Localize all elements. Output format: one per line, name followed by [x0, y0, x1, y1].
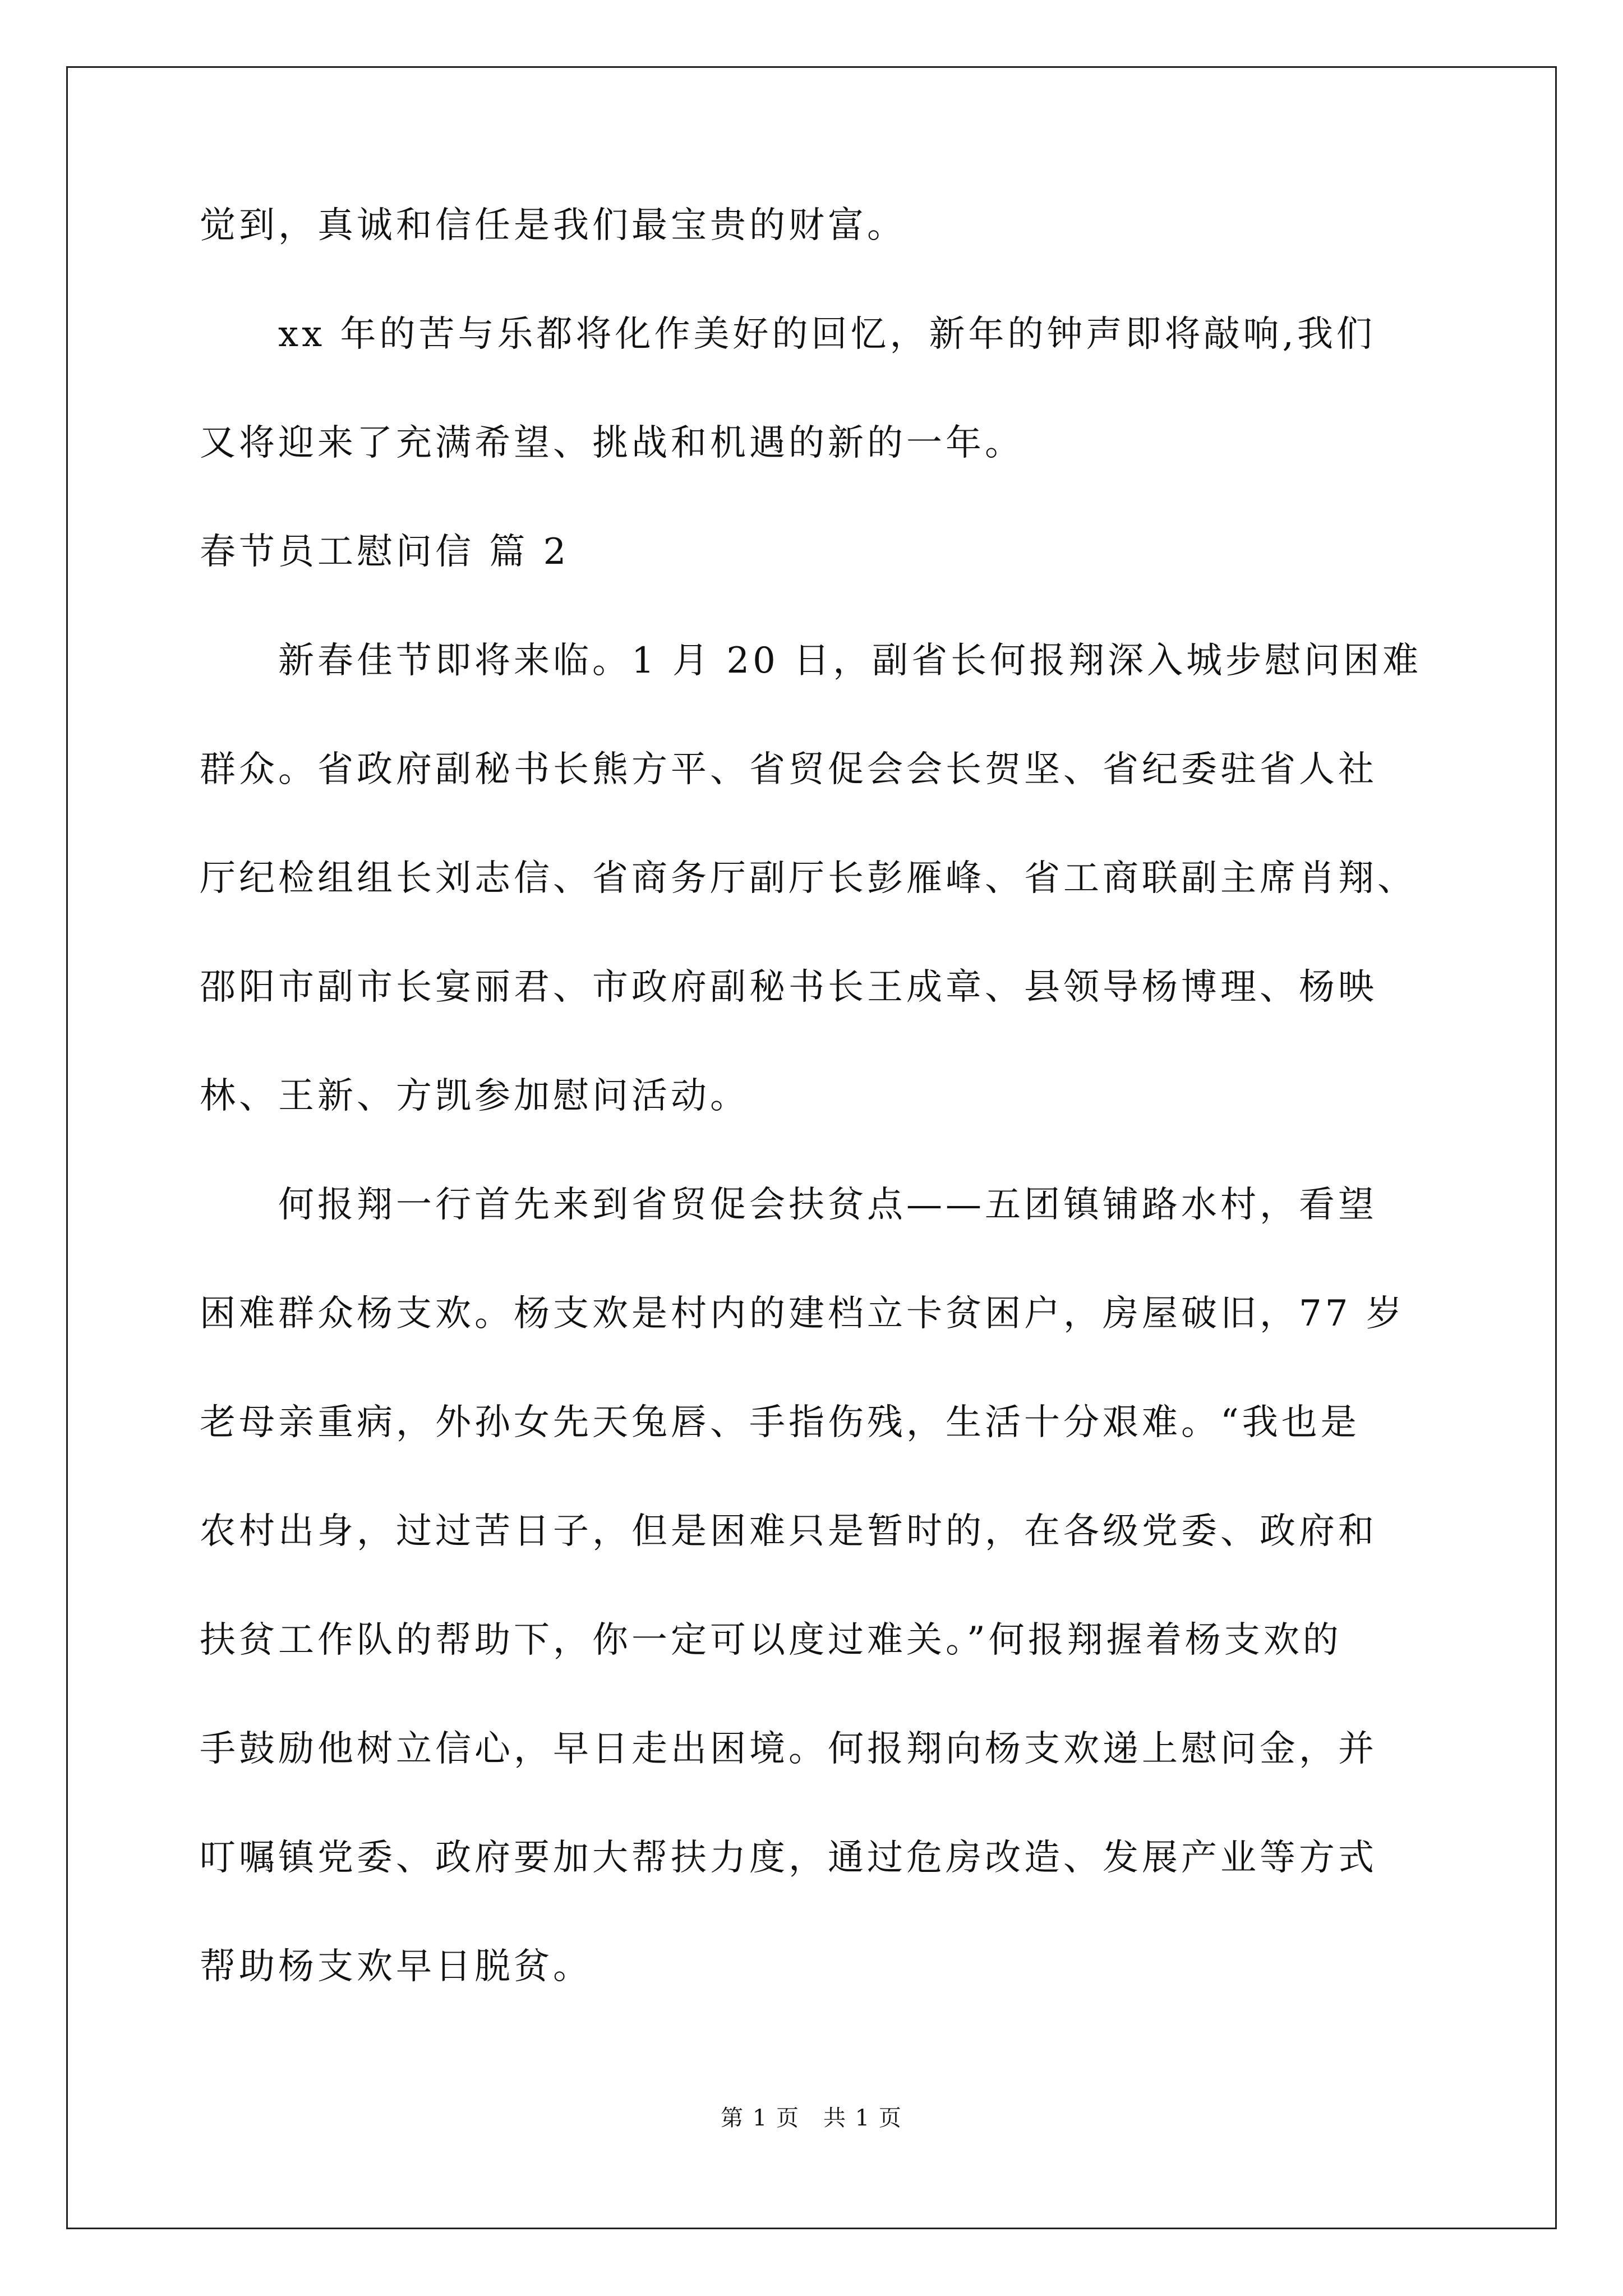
text-line: 帮助杨支欢早日脱贫。	[200, 1946, 592, 1987]
text-line: 林、王新、方凯参加慰问活动。	[200, 1075, 749, 1117]
text-line: 新春佳节即将来临。1 月 20 日，副省长何报翔深入城步慰问困难	[200, 640, 1422, 682]
text-line: 叮嘱镇党委、政府要加大帮扶力度，通过危房改造、发展产业等方式	[200, 1837, 1377, 1879]
text-line: 觉到，真诚和信任是我们最宝贵的财富。	[200, 205, 906, 246]
text-line: 厅纪检组组长刘志信、省商务厅副厅长彭雁峰、省工商联副主席肖翔、	[200, 858, 1417, 899]
text-line: 手鼓励他树立信心，早日走出困境。何报翔向杨支欢递上慰问金，并	[200, 1728, 1377, 1770]
text-line: 何报翔一行首先来到省贸促会扶贫点——五团镇铺路水村，看望	[200, 1184, 1377, 1226]
page-footer: 第 1 页 共 1 页	[721, 2105, 902, 2131]
text-line: xx 年的苦与乐都将化作美好的回忆，新年的钟声即将敲响,我们	[200, 314, 1376, 355]
text-line: 邵阳市副市长宴丽君、市政府副秘书长王成章、县领导杨博理、杨映	[200, 967, 1377, 1008]
text-line: 扶贫工作队的帮助下，你一定可以度过难关。”何报翔握着杨支欢的	[200, 1619, 1342, 1661]
text-line: 困难群众杨支欢。杨支欢是村内的建档立卡贫困户，房屋破旧，77 岁	[200, 1293, 1405, 1335]
text-line: 老母亲重病，外孙女先天兔唇、手指伤残，生活十分艰难。“我也是	[200, 1402, 1360, 1443]
text-line: 农村出身，过过苦日子，但是困难只是暂时的，在各级党委、政府和	[200, 1511, 1377, 1552]
page-border	[66, 66, 1557, 2229]
section-heading: 春节员工慰问信 篇 2	[200, 531, 570, 573]
text-line: 群众。省政府副秘书长熊方平、省贸促会会长贺坚、省纪委驻省人社	[200, 749, 1377, 790]
text-line: 又将迎来了充满希望、挑战和机遇的新的一年。	[200, 422, 1024, 464]
